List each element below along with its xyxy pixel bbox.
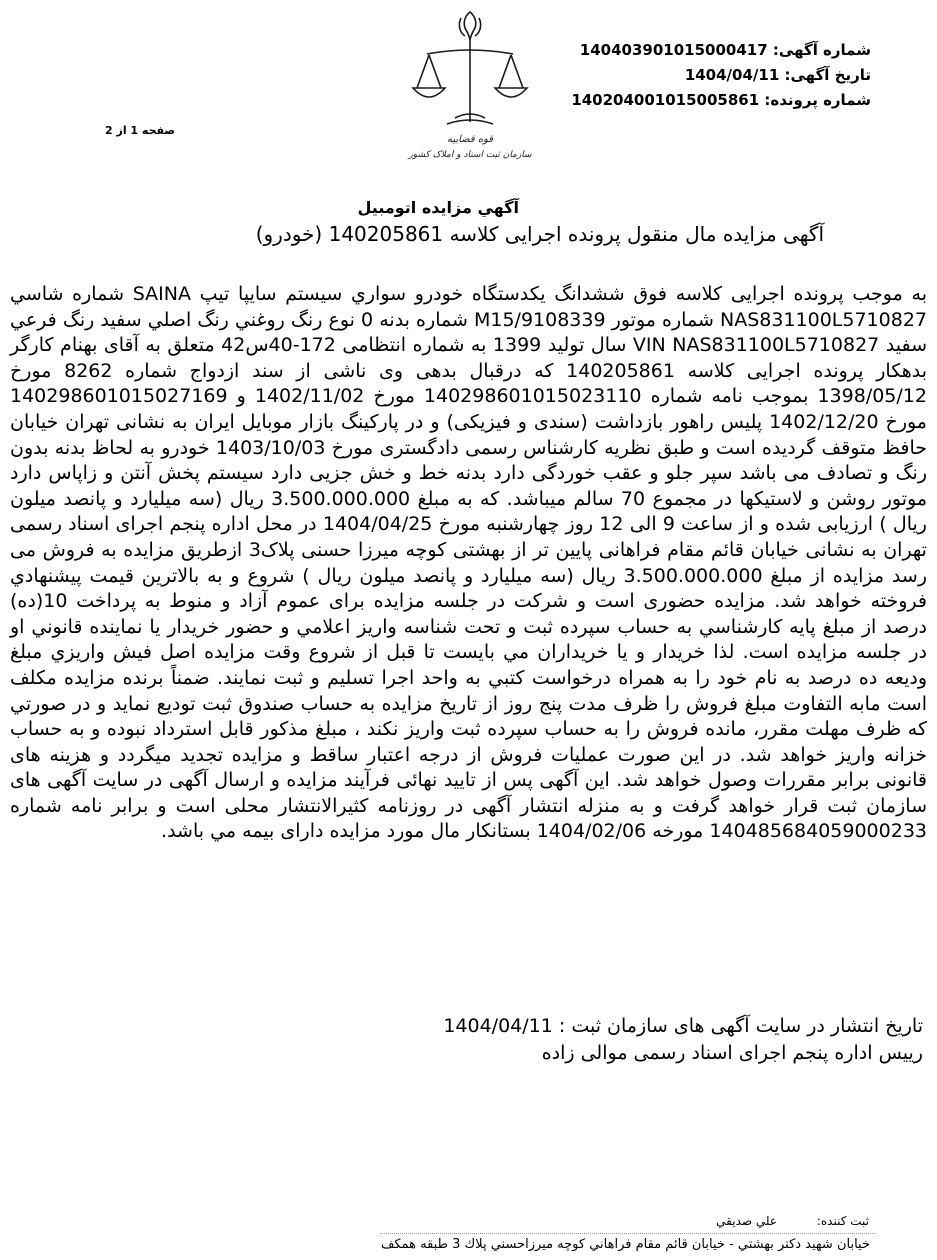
signature-line: رییس اداره پنجم اجرای اسناد رسمی موالی زاده <box>541 1042 923 1064</box>
page-subtitle: آگهی مزایده مال منقول پرونده اجرایی کلاسه 140205861 (خودرو) <box>255 222 824 246</box>
file-number: شماره پرونده: 14020400101500586​1 <box>571 91 871 109</box>
footer-address: خيابان شهيد دكتر بهشتي - خيابان قائم مقام فراهاني كوچه ميرزاحسني پلاك 3 طبقه همكف <box>380 1237 870 1252</box>
publication-date-line: تاریخ انتشار در سایت آگهی های سازمان ثبت : 1404/04/11 <box>443 1015 923 1037</box>
registrar <box>716 1214 869 1228</box>
page-title: آگهي مزايده اتومبيل <box>357 198 519 217</box>
emblem-caption-bottom: سازمان ثبت اسناد و املاک کشور <box>408 150 532 160</box>
judiciary-scales-emblem-icon <box>405 10 535 160</box>
emblem-caption-top: قوه قضاییه <box>446 134 494 145</box>
auction-notice-body: به موجب پرونده اجرایی كلاسه فوق ششدانگ يكدستگاه خودرو سواري سيستم سايپا تيپ SAINA شماره شاسي NAS831100L5710827 شماره موتور M15/9108339 شماره بدنه 0 نوع رنگ روغني رنگ اصلي سفيد رنگ فرعي سفيد VIN NAS831100L5710827 سال تولید 1399 به شماره انتظامی 172-40س42 متعلق به آقای بهنام کارگر بدهکار پرونده اجرایی کلاسه 140205861 که درقبال بدهی وی ناشی از سند ازدواج شماره 8262 مورخ 1398/05/12 بموجب نامه شماره 14029860101502311​0 مورخ 1402/11/02 و 14029860101502716​9 مورخ 1402/12/20 پلیس راهور بازداشت (سندی و فیزیکی) و در پارکینگ بازار موبایل ایران به نشانی تهران خیابان حافظ متوقف گردیده است و طبق نظریه کارشناس رسمی دادگستری مورخ 1403/10/03 خودرو به لحاظ بدنه بدون رنگ و تصادف می باشد سپر جلو و عقب خوردگی دارد بدنه خط و خش جزیی دارد سیستم پخش آنتن و زاپاس دارد موتور روشن و لاستیکها در مجموع 70 سالم میباشد. که به مبلغ 3.500.000.000 ریال (سه میلیارد و پانصد میلون ریال ) ارزیابی شده و از ساعت 9 الی 12 روز چهارشنبه مورخ 1404/04/25 در محل اداره پنجم اجرای اسناد رسمی تهران به نشانی خیابان قائم مقام فراهانی پایین تر از بهشتی کوچه میرزا حسنی پلاک3 ازطریق مزایده به فروش می رسد مزایده از مبلغ 3.500.000.000 ریال (سه میلیارد و پانصد میلون ریال ) شروع و به بالاترین قیمت پیشنهادي فروخته خواهد شد. مزایده حضوری است و شرکت در جلسه مزایده برای عموم آزاد و منوط به پرداخت 10(ده) درصد از مبلغ پايه كارشناسي به حساب سپرده ثبت و تحت شناسه واريز اعلامي و حضور خريدار يا نماينده قانوني او در جلسه مزايده است. لذا خريدار و يا خريداران مي بايست تا قبل از شروع وقت مزايده اصل فيش واريزي مبلغ وديعه ده درصد به نام خود را به همراه درخواست كتبي به واحد اجرا تسليم و ثبت نمايند. ضمناً برنده مزايده مكلف است مابه التفاوت مبلغ فروش را ظرف مدت پنج روز از تاريخ مزايده به حساب صندوق ثبت توديع نمايد و در صورتي كه ظرف مهلت مقرر، مانده فروش را به حساب سپرده ثبت واريز نكند ، مبلغ مذكور قابل استرداد نبوده و به حساب خزانه واريز خواهد شد. در این صورت عملیات فروش از درجه اعتبار ساقط و مزایده تجدید میگردد و هزینه های قانونی برابر مقررات وصول خواهد شد. این آگهی پس از تایید نهائی فرآیند مزایده و ارسال آگهی در سایت آگهی های سازمان ثبت قرار خواهد گرفت و به منزله انتشار آگهی در روزنامه کثیرالانتشار محلی است و برابر نامه شماره 14048568405900023​3 مورخه 1404/02/06 بستانکار مال مورد مزایده دارای بیمه مي باشد. <box>10 283 928 843</box>
registrar-name: علي صديقي <box>716 1214 778 1228</box>
ad-number: شماره آگهی: 14040390101500041​7 <box>579 41 871 59</box>
footer-divider <box>380 1233 875 1234</box>
ad-meta <box>571 38 871 113</box>
ad-date: تاریخ آگهی: 1404/04/11 <box>684 66 871 84</box>
registrar-label: ثبت كننده: <box>816 1214 869 1228</box>
page-indicator: صفحه 1 از 2 <box>105 124 176 137</box>
